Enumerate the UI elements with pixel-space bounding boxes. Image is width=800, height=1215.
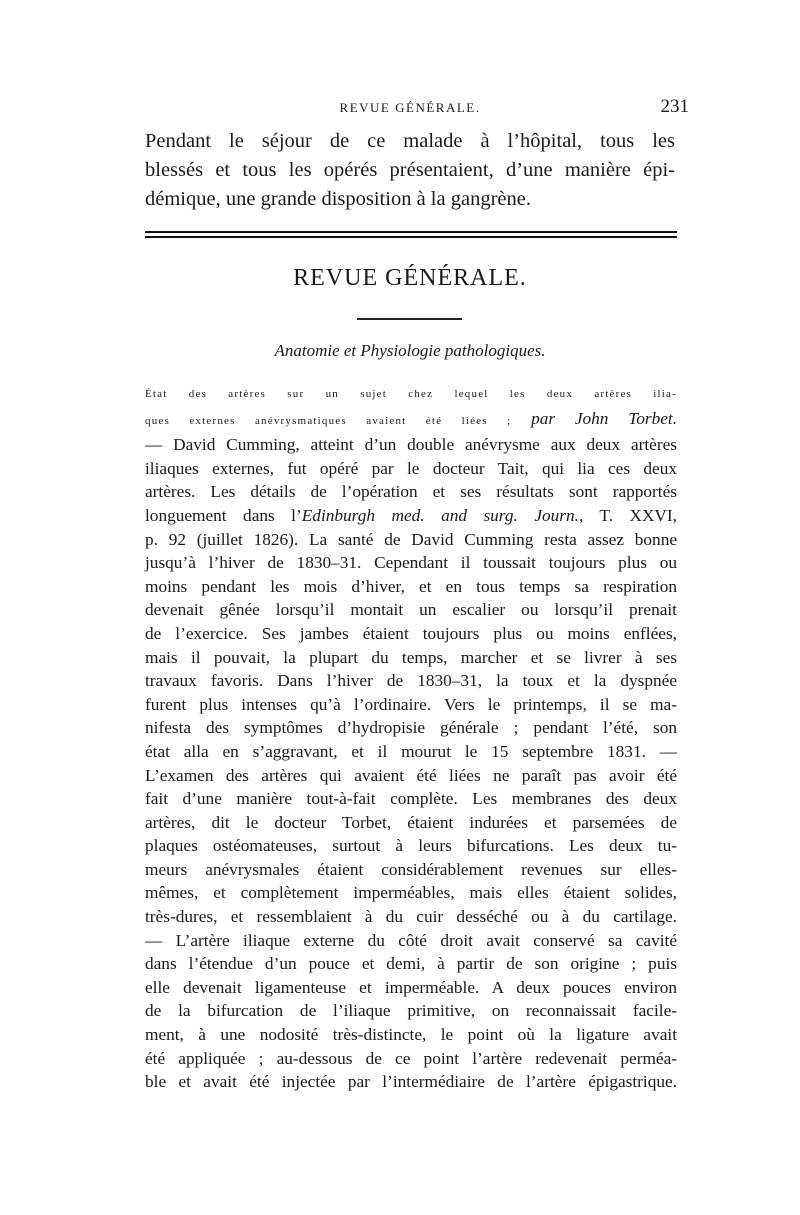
double-rule-top (145, 231, 677, 233)
carryover-paragraph (145, 127, 675, 214)
text-line: Pendant le séjour de ce malade à l’hôpital, tous les (145, 130, 675, 152)
text-line: L’examen des artères qui avaient été liées ne paraît pas avoir été (145, 765, 677, 785)
running-head-title: REVUE GÉNÉRALE. (339, 100, 481, 115)
text-line: plaques ostéomateuses, surtout à leurs bifurcations. Les deux tu- (145, 836, 677, 856)
article-body (145, 380, 677, 1094)
text-line: nifesta des symptômes d’hydropisie générale ; pendant l’été, son (145, 718, 677, 738)
double-rule-bottom (145, 236, 677, 238)
text-fragment: , T. XXVI, (578, 505, 677, 525)
text-line: mais il pouvait, la plupart du temps, marcher et se livrer à ses (145, 647, 677, 667)
text-line: fait d’une manière tout-à-fait complète. Les membranes des deux (145, 789, 677, 809)
text-line: état alla en s’aggravant, et il mourut le 15 septembre 1831. — (145, 741, 677, 761)
text-line: elle devenait ligamenteuse et imperméable. A deux pouces environ (145, 977, 677, 997)
text-line: devenait gênée lorsqu’il montait un escalier ou lorsqu’il prenait (145, 600, 677, 620)
text-line: ble et avait été injectée par l’intermédiaire de l’artère épigastrique. (145, 1072, 677, 1092)
text-line: — David Cumming, atteint d’un double anévrysme aux deux artères (145, 435, 677, 455)
text-line: blessés et tous les opérés présentaient, d’une manière épi- (145, 159, 675, 181)
text-line: ment, à une nodosité très-distincte, le point où la ligature avait (145, 1025, 677, 1045)
text-line: artères, dit le docteur Torbet, étaient indurées et parsemées de (145, 812, 677, 832)
text-line: jusqu’à l’hiver de 1830–31. Cependant il toussait toujours plus ou (145, 553, 677, 573)
text-line: démique, une grande disposition à la gangrène. (145, 188, 531, 210)
running-head (145, 96, 689, 124)
text-line: travaux favoris. Dans l’hiver de 1830–31, la toux et la dyspnée (145, 671, 677, 691)
text-line: moins pendant les mois d’hiver, et en tous temps sa respiration (145, 576, 677, 596)
text-fragment: longuement dans l’ (145, 505, 302, 525)
journal-title: Edinburgh med. and surg. Journ. (301, 505, 579, 525)
text-line: très-dures, et ressemblaient à du cuir desséché ou à du cartilage. (145, 907, 677, 927)
text-line: dans l’étendue d’un pouce et demi, à partir de son origine ; puis (145, 954, 677, 974)
text-line: furent plus intenses qu’à l’ordinaire. Vers le printemps, il se ma- (145, 694, 677, 714)
text-line: artères. Les détails de l’opération et ses résultats sont rapportés (145, 482, 677, 502)
text-line: p. 92 (juillet 1826). La santé de David Cumming resta assez bonne (145, 529, 677, 549)
text-line: mêmes, et complètement imperméables, mais elles étaient solides, (145, 883, 677, 903)
section-title: REVUE GÉNÉRALE. (293, 265, 527, 291)
text-line: de la bifurcation de l’iliaque primitive, on reconnaissait facile- (145, 1001, 677, 1021)
section-divider (357, 318, 462, 320)
article-heading-caps: État des artères sur un sujet chez lequel les deux artères ilia- (145, 388, 677, 400)
article-author: par John Torbet. (531, 408, 678, 428)
article-heading-line (145, 380, 677, 407)
text-line: meurs anévrysmales étaient considérablement revenues sur elles- (145, 859, 677, 879)
page-number: 231 (660, 96, 689, 117)
article-heading-line (145, 407, 677, 434)
article-heading-caps: ques externes anévrysmatiques avaient été liées ; (145, 414, 512, 427)
text-line: iliaques externes, fut opéré par le docteur Tait, qui lia ces deux (145, 458, 677, 478)
text-line: de l’exercice. Ses jambes étaient toujours plus ou moins enflées, (145, 623, 677, 643)
text-line: été appliquée ; au-dessous de ce point l’artère redevenait perméa- (145, 1048, 677, 1068)
text-line (145, 504, 677, 528)
subsection-title: Anatomie et Physiologie pathologiques. (274, 341, 546, 360)
text-line: — L’artère iliaque externe du côté droit avait conservé sa cavité (145, 930, 677, 950)
